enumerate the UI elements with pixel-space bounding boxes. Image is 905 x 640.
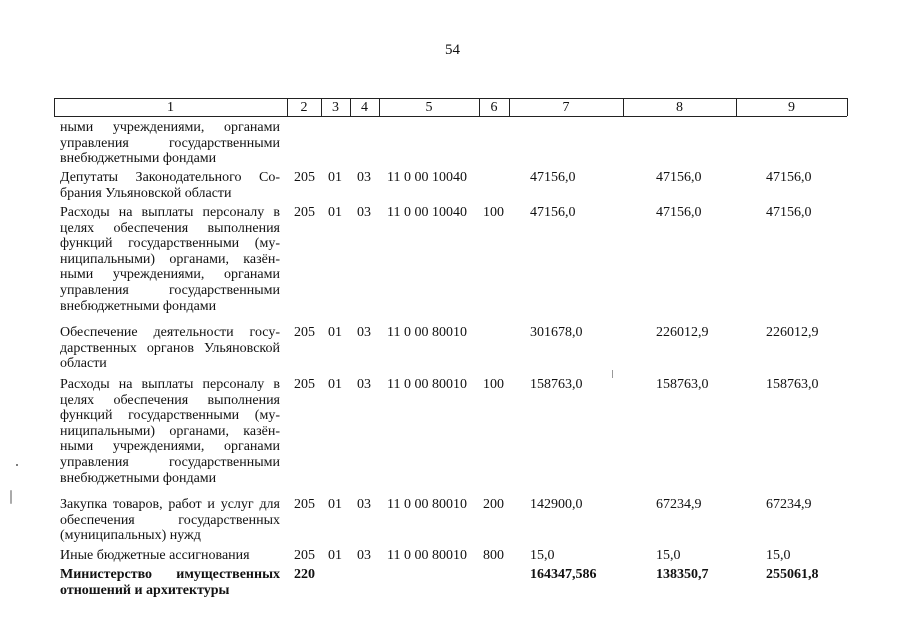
description-line: ниципальными) органами, казён-	[60, 423, 280, 439]
column-divider	[847, 98, 848, 116]
cell-code: 205	[294, 325, 315, 340]
description-line: дарственных органов Ульяновской	[60, 340, 280, 356]
cell-section: 01	[328, 548, 342, 563]
cell-value-8: 138350,7	[656, 567, 709, 582]
cell-value-8: 158763,0	[656, 377, 709, 392]
cell-expense-type: 100	[483, 205, 504, 220]
description-line: целях обеспечения выполнения	[60, 220, 280, 236]
description-line: брания Ульяновской области	[60, 185, 232, 201]
description-line: области	[60, 356, 107, 372]
cell-value-8: 226012,9	[656, 325, 709, 340]
description-line: управления государственными	[60, 135, 280, 151]
cell-value-8: 47156,0	[656, 205, 702, 220]
description-line: целях обеспечения выполнения	[60, 392, 280, 408]
scan-artifact	[10, 490, 12, 504]
description-line: Расходы на выплаты персоналу в	[60, 205, 280, 220]
column-header-8: 8	[676, 100, 683, 115]
cell-value-7: 164347,586	[530, 567, 597, 582]
cell-target-article: 11 0 00 80010	[387, 497, 467, 512]
cell-subsection: 03	[357, 325, 371, 340]
description-line: Обеспечение деятельности госу-	[60, 325, 280, 340]
description-line: функций государственными (му-	[60, 236, 280, 252]
row-description	[60, 497, 280, 544]
cell-value-7: 158763,0	[530, 377, 583, 392]
column-header-4: 4	[361, 100, 368, 115]
row-description	[60, 325, 280, 372]
cell-section: 01	[328, 377, 342, 392]
row-description	[60, 205, 280, 314]
description-line: Закупка товаров, работ и услуг для	[60, 497, 280, 512]
cell-target-article: 11 0 00 80010	[387, 377, 467, 392]
cell-code: 205	[294, 205, 315, 220]
row-description	[60, 170, 280, 201]
row-description	[60, 377, 280, 486]
column-header-9: 9	[788, 100, 795, 115]
cell-expense-type: 800	[483, 548, 504, 563]
cell-value-8: 15,0	[656, 548, 681, 563]
cell-section: 01	[328, 205, 342, 220]
cell-expense-type: 200	[483, 497, 504, 512]
description-line: управления государственными	[60, 282, 280, 298]
cell-code: 205	[294, 548, 315, 563]
column-header-7: 7	[562, 100, 570, 115]
cell-value-9: 226012,9	[766, 325, 819, 340]
table-top-border	[54, 98, 847, 99]
description-line: отношений и архитектуры	[60, 582, 230, 598]
cell-value-7: 301678,0	[530, 325, 583, 340]
cell-target-article: 11 0 00 10040	[387, 170, 467, 185]
description-line: внебюджетными фондами	[60, 470, 217, 486]
cell-code: 205	[294, 170, 315, 185]
cell-value-9: 158763,0	[766, 377, 819, 392]
cell-value-8: 67234,9	[656, 497, 702, 512]
cell-subsection: 03	[357, 548, 371, 563]
cell-value-7: 142900,0	[530, 497, 583, 512]
description-line: ниципальными) органами, казён-	[60, 251, 280, 267]
cell-target-article: 11 0 00 10040	[387, 205, 467, 220]
description-line: управления государственными	[60, 454, 280, 470]
cell-subsection: 03	[357, 170, 371, 185]
cell-expense-type: 100	[483, 377, 504, 392]
cell-value-9: 47156,0	[766, 170, 812, 185]
column-header-2: 2	[300, 100, 308, 115]
cell-section: 01	[328, 170, 342, 185]
description-line: внебюджетными фондами	[60, 151, 217, 167]
column-header-5: 5	[425, 100, 433, 115]
cell-code: 220	[294, 567, 315, 582]
description-line: функций государственными (му-	[60, 408, 280, 424]
cell-value-9: 47156,0	[766, 205, 812, 220]
scan-artifact	[16, 464, 18, 466]
cell-subsection: 03	[357, 497, 371, 512]
scan-artifact	[612, 370, 613, 378]
description-line: внебюджетными фондами	[60, 298, 217, 314]
page-number: 54	[445, 42, 460, 58]
column-header-6: 6	[490, 100, 498, 115]
description-line: ными учреждениями, органами	[60, 267, 280, 283]
cell-value-7: 47156,0	[530, 205, 576, 220]
description-line: Депутаты Законодательного Со-	[60, 170, 280, 185]
description-line: (муниципальных) нужд	[60, 528, 201, 544]
column-header-1: 1	[167, 100, 174, 115]
cell-value-7: 47156,0	[530, 170, 576, 185]
cell-value-9: 255061,8	[766, 567, 819, 582]
description-line: ными учреждениями, органами	[60, 120, 280, 135]
cell-section: 01	[328, 497, 342, 512]
cell-code: 205	[294, 497, 315, 512]
column-header-3: 3	[332, 100, 339, 115]
row-description	[60, 120, 280, 167]
cell-target-article: 11 0 00 80010	[387, 548, 467, 563]
cell-value-9: 15,0	[766, 548, 791, 563]
row-description	[60, 548, 280, 564]
cell-subsection: 03	[357, 377, 371, 392]
description-line: обеспечения государственных	[60, 512, 280, 528]
row-description	[60, 567, 280, 598]
description-line: Министерство имущественных	[60, 567, 280, 582]
cell-value-8: 47156,0	[656, 170, 702, 185]
cell-value-7: 15,0	[530, 548, 555, 563]
description-line: Иные бюджетные ассигнования	[60, 548, 250, 563]
table-header-bottom-border	[54, 116, 847, 117]
description-line: Расходы на выплаты персоналу в	[60, 377, 280, 392]
cell-subsection: 03	[357, 205, 371, 220]
description-line: ными учреждениями, органами	[60, 439, 280, 455]
cell-value-9: 67234,9	[766, 497, 812, 512]
cell-section: 01	[328, 325, 342, 340]
cell-target-article: 11 0 00 80010	[387, 325, 467, 340]
cell-code: 205	[294, 377, 315, 392]
